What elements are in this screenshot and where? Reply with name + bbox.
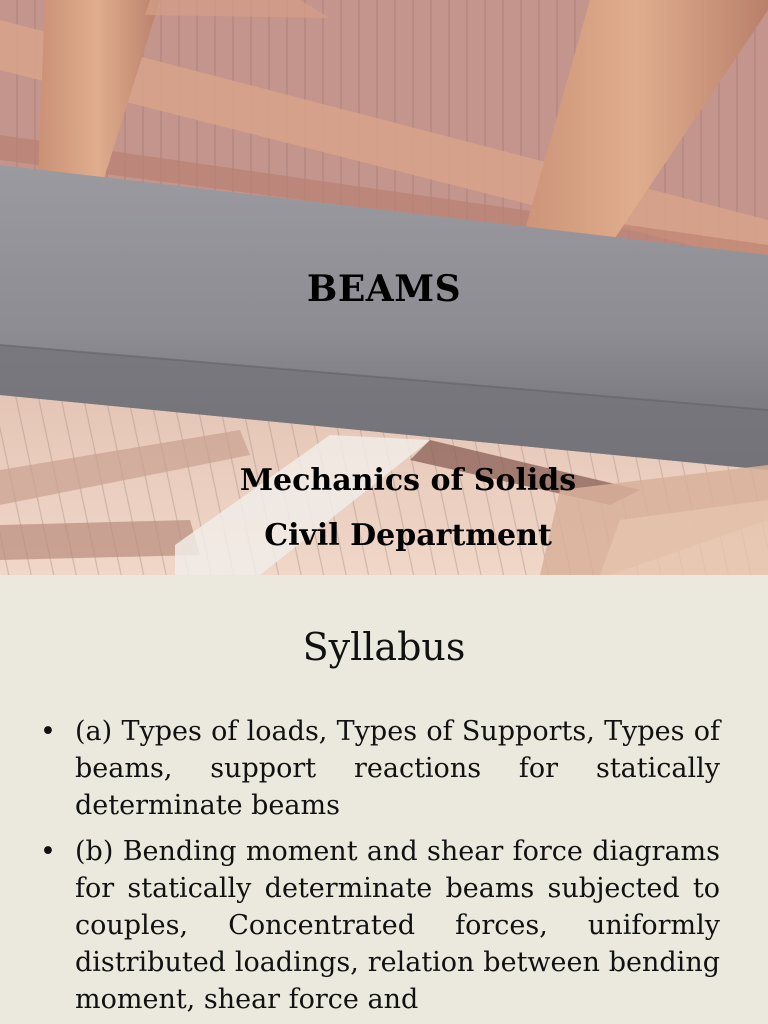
subtitle-course: Mechanics of Solids bbox=[239, 463, 577, 498]
list-item bbox=[40, 833, 730, 1018]
bullet-icon: • bbox=[40, 716, 56, 747]
subtitle-department: Civil Department bbox=[264, 518, 552, 553]
slide-title: BEAMS bbox=[306, 268, 462, 310]
bullet-text: (b) Bending moment and shear force diagrams for statically determinate beams subjected to couples, Concentrated forces, uniformly distributed loadings, relation between bending moment, shear force and bbox=[75, 836, 720, 1015]
list-item bbox=[40, 713, 730, 824]
syllabus-slide bbox=[0, 575, 768, 1024]
syllabus-heading: Syllabus bbox=[302, 625, 466, 669]
bullet-icon: • bbox=[40, 836, 56, 867]
bullet-text: (a) Types of loads, Types of Supports, Types of beams, support reactions for statically determinate beams bbox=[75, 716, 720, 821]
